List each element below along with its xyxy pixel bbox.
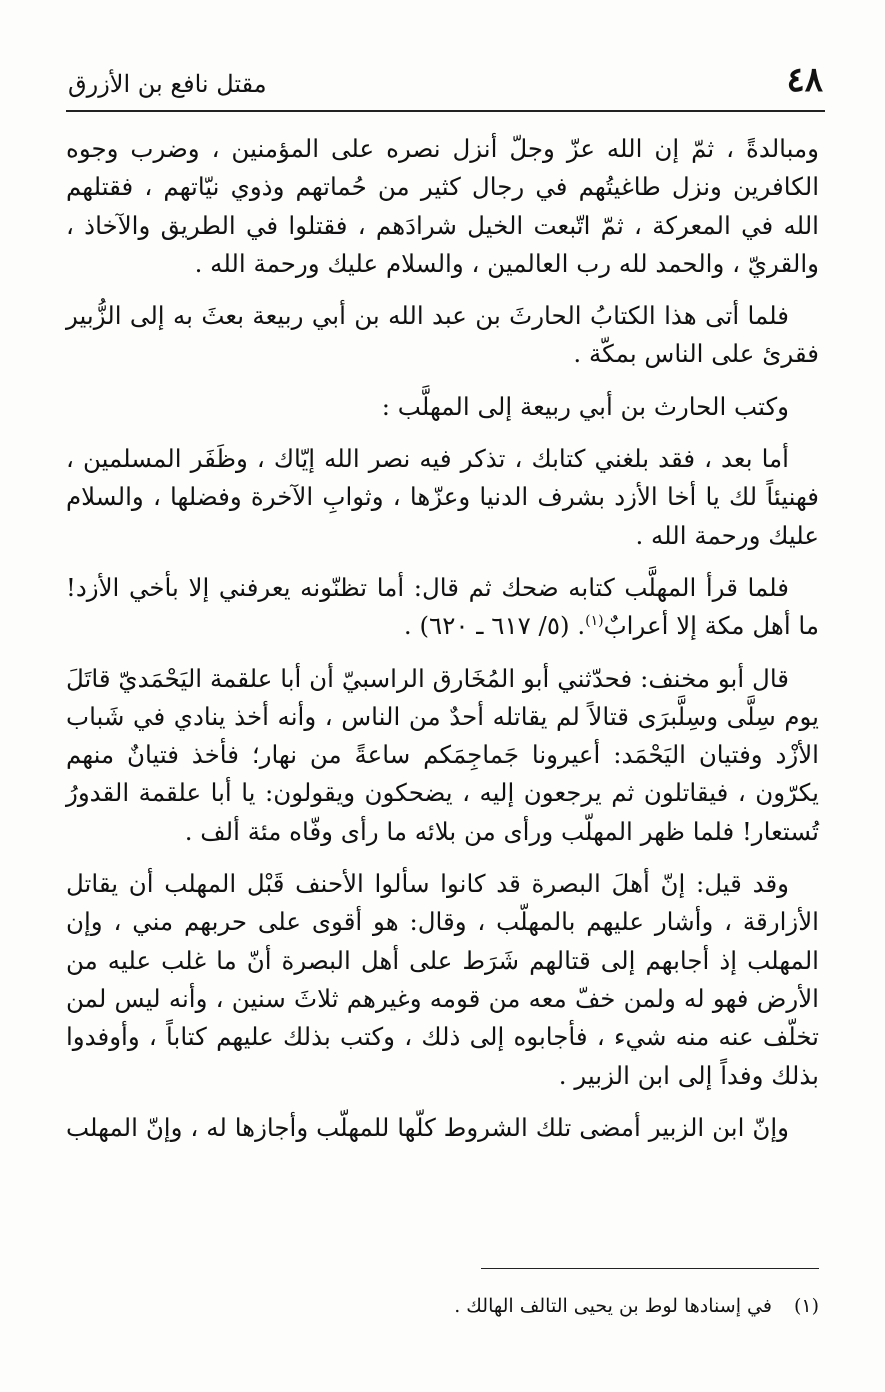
paragraph-text: فلما قرأ المهلَّب كتابه ضحك ثم قال: أما تظنّونه يعرفني إلا بأخي الأزد! ما أهل مكة إلا أعرابٌ <box>66 572 819 641</box>
paragraph-muhallab-laughed <box>66 569 819 646</box>
footnote-divider <box>481 1268 819 1269</box>
page-number: ٤٨ <box>786 60 823 100</box>
paragraph-ibn-zubayr: وإنّ ابن الزبير أمضى تلك الشروط كلّها للمهلّب وأجازها له ، وإنّ المهلب <box>66 1112 789 1142</box>
page-header <box>68 58 823 108</box>
paragraph-harith-wrote: وكتب الحارث بن أبي ربيعة إلى المهلَّب : <box>381 391 789 421</box>
footnote <box>66 1292 819 1320</box>
page-body <box>66 130 819 1161</box>
paragraph-citation: . (٥/ ٦١٧ ـ ٦٢٠) . <box>403 611 586 641</box>
paragraph-basra-people: وقد قيل: إنّ أهلَ البصرة قد كانوا سألوا الأحنف قَبْل المهلب أن يقاتل الأزارقة ، وأشار عليهم بالمهلّب ، وقال: هو أقوى على حربهم مني ، وإن المهلب إذ أجابهم إلى قتالهم شَرَط على أهل البصرة أنّ ما غلب عليه من الأرض فهو له ولمن خفّ معه من قومه وغيرهم ثلاثَ سنين ، وأنه ليس لمن تخلّف عنه منه شيء ، فأجابوه إلى ذلك ، وكتب بذلك عليهم كتاباً ، وأوفدوا بذلك وفداً إلى ابن الزبير . <box>66 869 819 1090</box>
header-divider <box>66 110 825 112</box>
footnote-reference: (١) <box>585 613 604 630</box>
paragraph-abu-mikhnaf: قال أبو مخنف: فحدّثني أبو المُخَارق الراسبيّ أن أبا علقمة اليَحْمَديّ قاتَلَ يوم سِلَّى وسِلَّبرَى قتالاً لم يقاتله أحدٌ من الناس ، وأنه أخذ ينادي في شَباب الأزْد وفتيان اليَحْمَد: أعيرونا جَماجِمَكم ساعةً من نهار؛ فأخذ فتيانٌ منهم يكرّون ، فيقاتلون ثم يرجعون إليه ، يضحكون ويقولون: يا أبا علقمة القدورُ تُستعار! فلما ظهر المهلّب ورأى من بلائه ما رأى وفّاه مئة ألف . <box>66 663 819 846</box>
paragraph-letter-ending: ومبالدةً ، ثمّ إن الله عزّ وجلّ أنزل نصره على المؤمنين ، وضرب وجوه الكافرين ونزل طاغيتُهم في رجال كثير من حُماتهم وذوي نيّاتهم ، فقتلهم الله في المعركة ، ثمّ اتّبعت الخيل شرادَهم ، فقتلوا في الطريق والآخاذ ، والقريّ ، والحمد لله رب العالمين ، والسلام عليك ورحمة الله . <box>66 134 819 278</box>
running-title: مقتل نافع بن الأزرق <box>68 70 267 98</box>
paragraph-letter-read-in-mecca: فلما أتى هذا الكتابُ الحارثَ بن عبد الله بن أبي ربيعة بعثَ به إلى الزُّبير فقرئ على الناس بمكّة . <box>66 301 819 369</box>
footnote-text: في إسنادها لوط بن يحيى التالف الهالك . <box>454 1295 772 1317</box>
paragraph-harith-letter: أما بعد ، فقد بلغني كتابك ، تذكر فيه نصر الله إيّاك ، وظَفَر المسلمين ، فهنيئاً لك يا أخا الأزد بشرف الدنيا وعزّها ، وثوابِ الآخرة وفضلها ، والسلام عليك ورحمة الله . <box>66 444 819 550</box>
footnote-marker: (١) <box>793 1295 819 1317</box>
